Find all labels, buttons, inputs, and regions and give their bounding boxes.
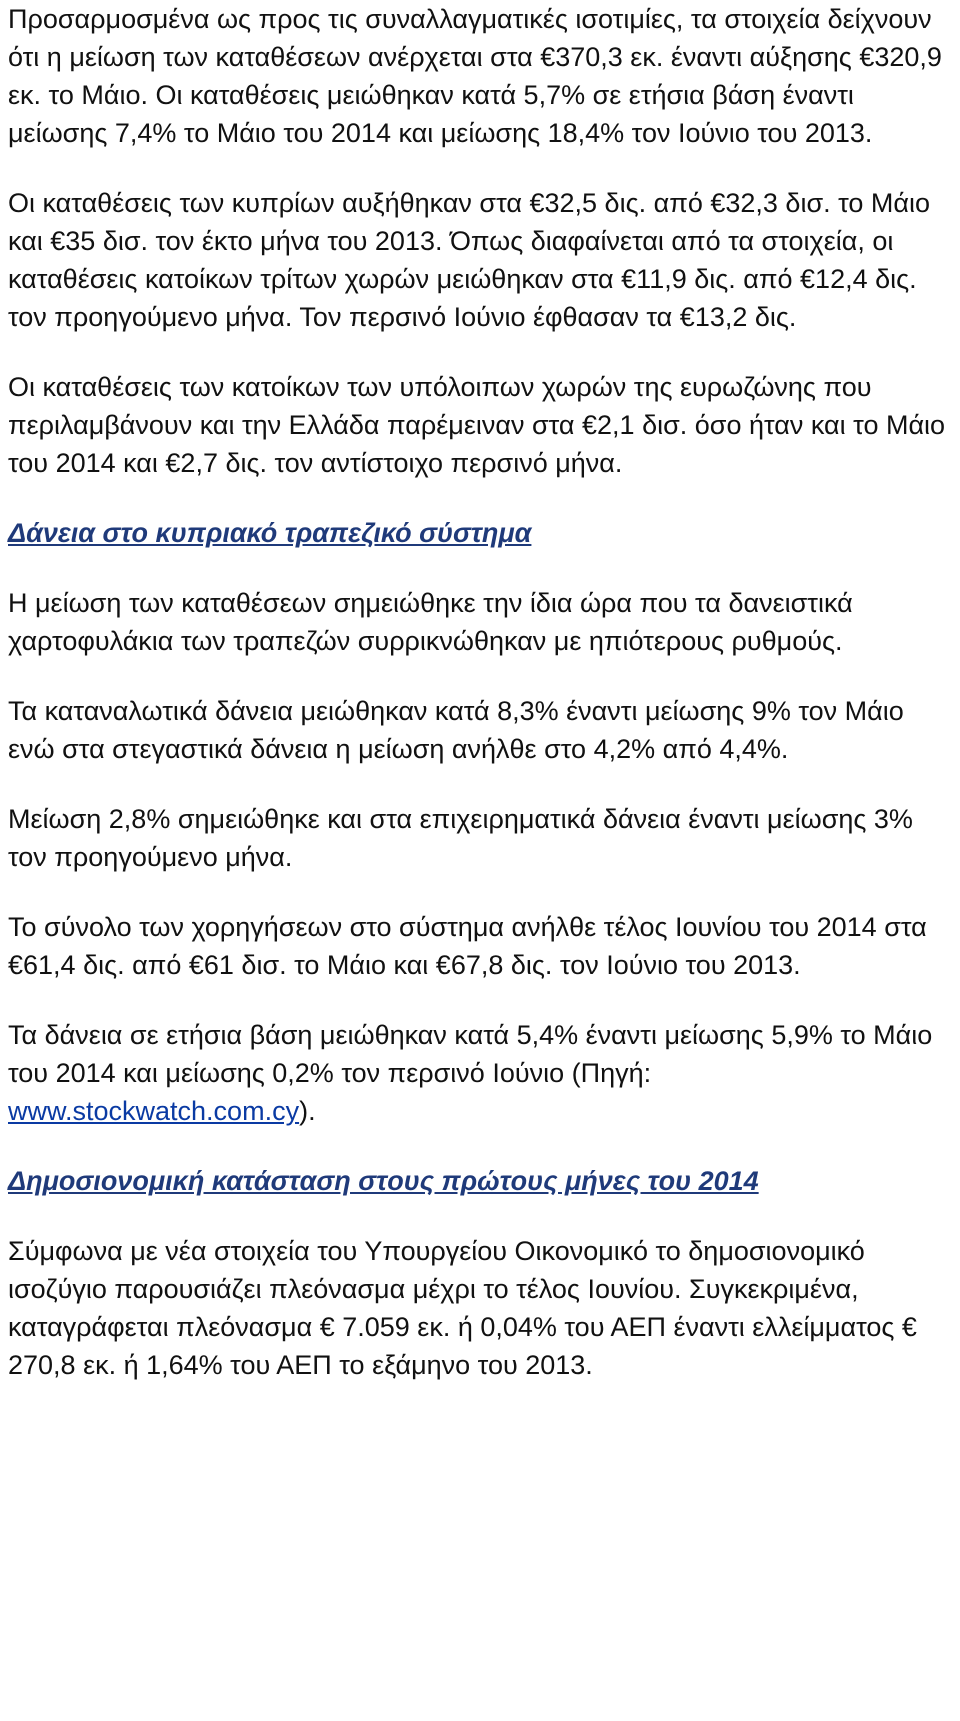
paragraph-consumer-loans: Τα καταναλωτικά δάνεια μειώθηκαν κατά 8,3% έναντι μείωσης 9% τον Μάιο ενώ στα στεγαστικά δάνεια η μείωση ανήλθε στο 4,2% από 4,4%.: [8, 696, 904, 764]
source-link[interactable]: www.stockwatch.com.cy: [8, 1096, 300, 1126]
paragraph-cypriot-deposits: Οι καταθέσεις των κυπρίων αυξήθηκαν στα €32,5 δις. από €32,3 δισ. το Μάιο και €35 δισ. τον έκτο μήνα του 2013. Όπως διαφαίνεται από τα στοιχεία, οι καταθέσεις κατοίκων τρίτων χωρών μειώθηκαν στα €11,9 δις. από €12,4 δις. τον προηγούμενο μήνα. Τον περσινό Ιούνιο έφθασαν τα €13,2 δις.: [8, 188, 931, 332]
paragraph-business-loans: Μείωση 2,8% σημειώθηκε και στα επιχειρηματικά δάνεια έναντι μείωσης 3% τον προηγούμενο μήνα.: [8, 804, 913, 872]
paragraph-fiscal-balance: Σύμφωνα με νέα στοιχεία του Υπουργείου Οικονομικό το δημοσιονομικό ισοζύγιο παρουσιάζει πλεόνασμα μέχρι το τέλος Ιουνίου. Συγκεκριμένα, καταγράφεται πλεόνασμα € 7.059 εκ. ή 0,04% του ΑΕΠ έναντι ελλείμματος € 270,8 εκ. ή 1,64% του ΑΕΠ το εξάμηνο του 2013.: [8, 1236, 917, 1380]
paragraph-exchange-rate-adjusted: Προσαρμοσμένα ως προς τις συναλλαγματικές ισοτιμίες, τα στοιχεία δείχνουν ότι η μείωση των καταθέσεων ανέρχεται στα €370,3 εκ. έναντι αύξησης €320,9 εκ. το Μάιο. Οι καταθέσεις μειώθηκαν κατά 5,7% σε ετήσια βάση έναντι μείωσης 7,4% το Μάιο του 2014 και μείωσης 18,4% τον Ιούνιο του 2013.: [8, 4, 942, 148]
heading-fiscal: Δημοσιονομική κατάσταση στους πρώτους μήνες του 2014: [8, 1166, 759, 1196]
heading-loans: Δάνεια στο κυπριακό τραπεζικό σύστημα: [8, 518, 532, 548]
annual-loans-closing: ).: [299, 1096, 316, 1126]
document-page: [8, 0, 948, 1416]
paragraph-loan-portfolios: Η μείωση των καταθέσεων σημειώθηκε την ίδια ώρα που τα δανειστικά χαρτοφυλάκια των τραπεζών συρρικνώθηκαν με ηπιότερους ρυθμούς.: [8, 588, 853, 656]
paragraph-total-loans: Το σύνολο των χορηγήσεων στο σύστημα ανήλθε τέλος Ιουνίου του 2014 στα €61,4 δις. από €61 δισ. το Μάιο και €67,8 δις. τον Ιούνιο του 2013.: [8, 912, 927, 980]
annual-loans-text: Τα δάνεια σε ετήσια βάση μειώθηκαν κατά 5,4% έναντι μείωσης 5,9% το Μάιο του 2014 και μείωσης 0,2% τον περσινό Ιούνιο (Πηγή:: [8, 1020, 933, 1088]
paragraph-eurozone-deposits: Οι καταθέσεις των κατοίκων των υπόλοιπων χωρών της ευρωζώνης που περιλαμβάνουν και την Ελλάδα παρέμειναν στα €2,1 δισ. όσο ήταν και το Μάιο του 2014 και €2,7 δις. τον αντίστοιχο περσινό μήνα.: [8, 372, 946, 478]
paragraph-annual-loans: [8, 1016, 948, 1130]
